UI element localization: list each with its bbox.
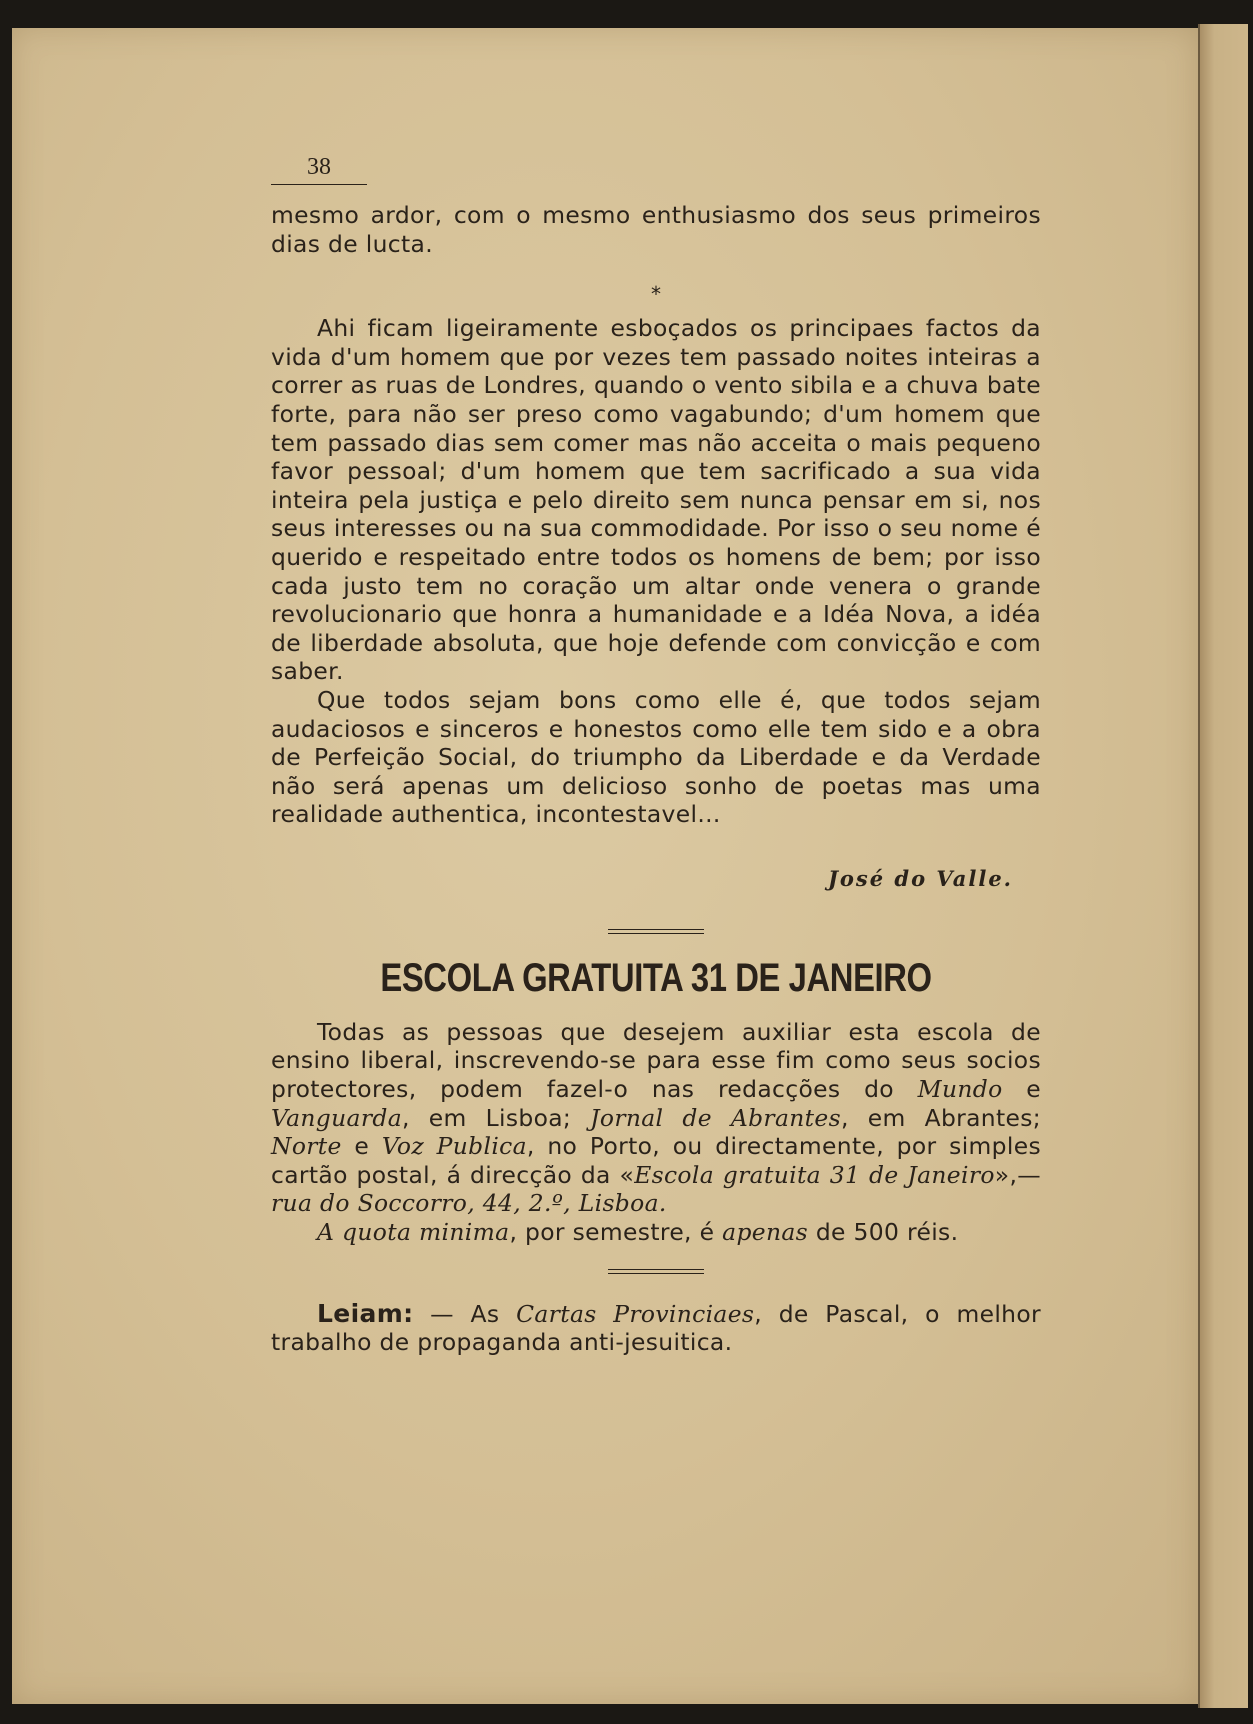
paragraph-biography: Ahi ficam ligeiramente esboçados os principaes factos da vida d'um homem que por vezes tem passado noites inteiras a correr as ruas de Londres, quando o vento sibila e a chuva bate forte, para não ser preso como vagabundo; d'um homem que tem passado dias sem comer mas não acceita o mais pequeno favor pessoal; d'um homem que tem sacrificado a sua vida inteira pela justiça e pelo direito sem nunca pensar em si, nos seus interesses ou na sua commodidade. Por isso o seu nome é querido e respeitado entre todos os homens de bem; por isso cada justo tem no coração um altar onde venera o grande revolucionario que honra a humanidade e a Idéa Nova, a idéa de liberdade absoluta, que hoje defende com convicção e com saber. xyxy=(271,314,1041,686)
page-content xyxy=(271,150,1041,1357)
leiam-label: Leiam: xyxy=(317,1298,414,1328)
section-asterisk: * xyxy=(651,282,661,307)
section-title: ESCOLA GRATUITA 31 DE JANEIRO xyxy=(380,955,932,1000)
paragraph-leiam: Leiam: — As Cartas Provinciaes, de Pascal, o melhor trabalho de propaganda anti-jesuitica. xyxy=(271,1298,1041,1357)
paragraph-closing: Que todos sejam bons como elle é, que todos sejam audaciosos e sinceros e honestos como elle tem sido e a obra de Perfeição Social, do triumpho da Liberdade e da Verdade não será apenas um delicioso sonho de poetas mas uma realidade authentica, incontestavel... xyxy=(271,685,1041,829)
divider-rule xyxy=(608,929,704,934)
page-number: 38 xyxy=(271,150,367,185)
paragraph-continuation: mesmo ardor, com o mesmo enthusiasmo dos seus primeiros dias de lucta. xyxy=(271,201,1041,258)
divider-rule xyxy=(608,1269,704,1274)
paragraph-quota: A quota minima, por semestre, é apenas de 500 réis. xyxy=(317,1218,959,1247)
next-page-edge xyxy=(1198,24,1248,1708)
author-signature: José do Valle. xyxy=(827,865,1013,891)
paragraph-school-notice: Todas as pessoas que desejem auxiliar esta escola de ensino liberal, inscrevendo-se para esse fim como seus socios protectores, podem fazel-o nas redacções do Mundo e Vanguarda, em Lisboa; Jornal de Abrantes, em Abrantes; Norte e Voz Publica, no Porto, ou directamente, por simples cartão postal, á direcção da «Escola gratuita 31 de Janeiro»,—rua do Soccorro, 44, 2.º, Lisboa. xyxy=(271,1017,1042,1218)
